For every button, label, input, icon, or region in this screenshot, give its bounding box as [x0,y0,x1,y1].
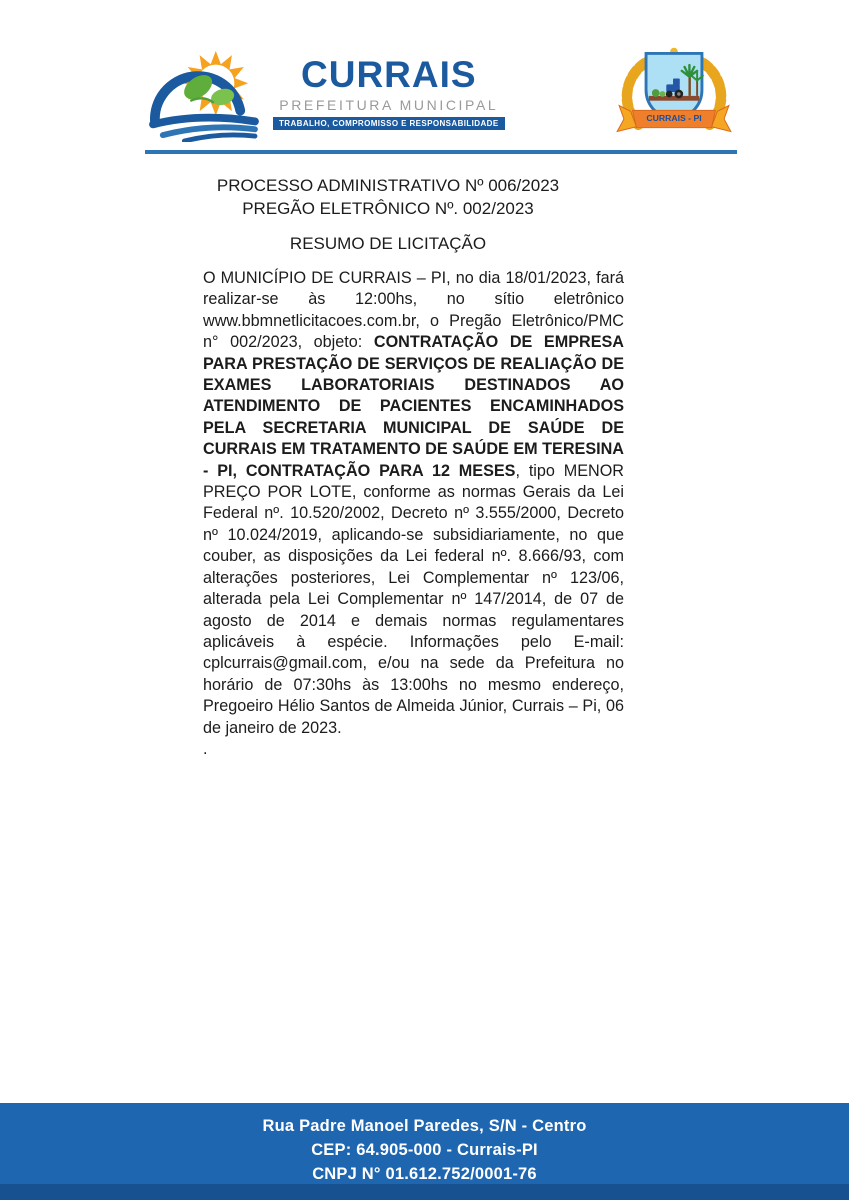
city-coat-of-arms-icon [611,40,737,146]
notice-paragraph [203,268,624,739]
auction-number-title: PREGÃO ELETRÔNICO Nº. 002/2023 [242,199,534,218]
footer-cep-line: CEP: 64.905-000 - Currais-PI [311,1141,538,1159]
logo-subtitle: PREFEITURA MUNICIPAL [279,97,499,114]
logo-text-block [273,53,505,131]
summary-title: RESUMO DE LICITAÇÃO [289,234,487,253]
footer-cnpj-line: CNPJ N° 01.612.752/0001-76 [312,1165,537,1183]
footer-street-line: Rua Padre Manoel Paredes, S/N - Centro [262,1117,587,1135]
header-divider [145,150,737,154]
crest-ribbon-label: CURRAIS - PI [646,112,702,123]
document-footer [0,1103,849,1200]
trailing-period: . [203,739,208,758]
footer-dark-strip [0,1184,849,1200]
footer-address-block [0,1103,849,1186]
prefeitura-logo [145,44,505,142]
paragraph-segment-legal: , tipo MENOR PREÇO POR LOTE, conforme as normas Gerais da Lei Federal nº. 10.520/2002, Decreto nº 3.555/2000, Decreto nº 10.024/2019, aplicando-se subsidiariamente, no que couber, as disposições da Lei federal nº. 8.666/93, com alterações posteriores, Lei Complementar nº 123/06, alterada pela Lei Complementar nº 147/2014, de 07 de agosto de 2014 e demais normas regulamentares aplicáveis à espécie. Informações pelo E-mail: cplcurrais@gmail.com, e/ou na sede da Prefeitura no horário de 07:30hs às 13:00hs no mesmo endereço, Pregoeiro Hélio Santos de Almeida Júnior, Currais – Pi, 06 de janeiro de 2023. [203,461,624,737]
sun-leaf-field-icon [145,44,263,142]
process-number-title: PROCESSO ADMINISTRATIVO Nº 006/2023 [216,176,560,195]
paragraph-segment-intro: O MUNICÍPIO DE CURRAIS – PI, no dia 18/01/2023, fará realizar-se às 12:00hs, no sítio eletrônico www.bbmnetlicitacoes.com.br, o Pregão Eletrônico/PMC n° 002/2023, objeto: [203,269,624,352]
paragraph-segment-object-bold: CONTRATAÇÃO DE EMPRESA PARA PRESTAÇÃO DE SERVIÇOS DE REALIAÇÃO DE EXAMES LABORATORIAIS DESTINADOS AO ATENDIMENTO DE PACIENTES ENCAMINHADOS PELA SECRETARIA MUNICIPAL DE SAÚDE DE CURRAIS EM TRATAMENTO DE SAÚDE EM TERESINA - PI, CONTRATAÇÃO PARA 12 MESES [203,333,624,480]
logo-city-name: CURRAIS [301,53,477,95]
logo-tagline-banner: TRABALHO, COMPROMISSO E RESPONSABILIDADE [273,117,505,130]
notice-body [203,268,624,760]
title-block [178,174,598,255]
document-header [145,40,737,146]
